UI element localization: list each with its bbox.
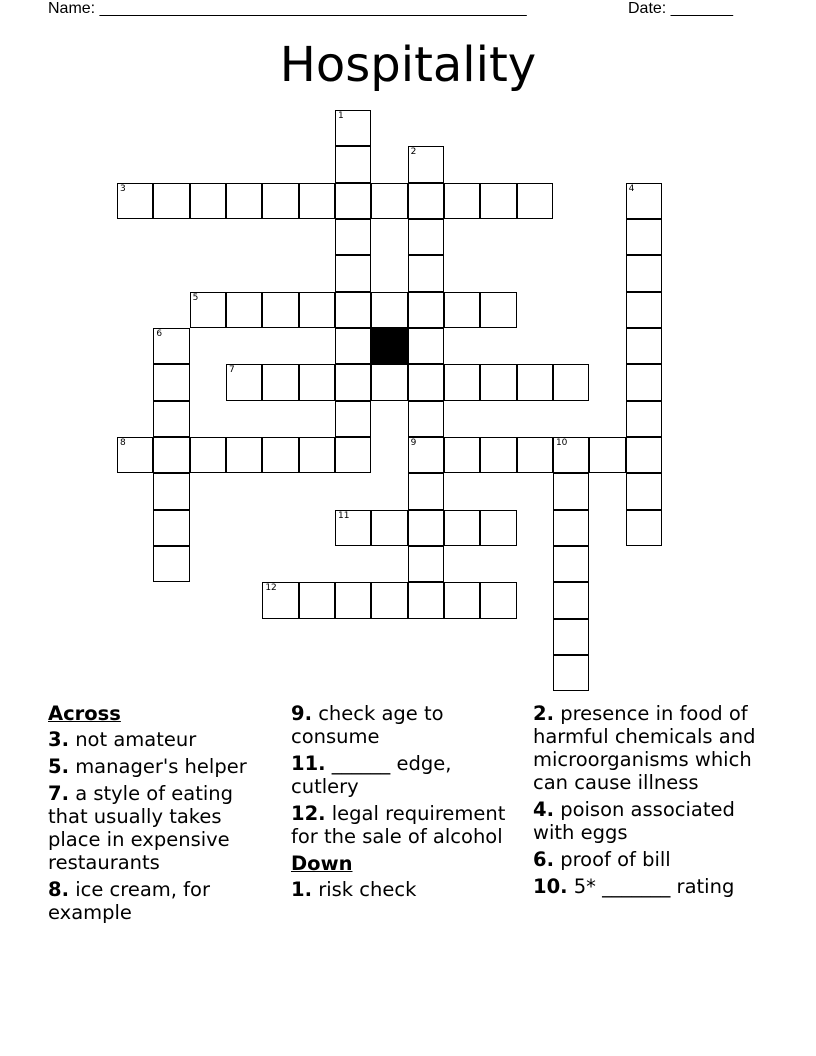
grid-cell[interactable] [553, 364, 589, 400]
grid-cell[interactable] [371, 183, 407, 219]
grid-cell[interactable] [408, 328, 444, 364]
grid-cell[interactable] [153, 437, 189, 473]
grid-cell[interactable] [444, 183, 480, 219]
grid-cell[interactable] [153, 328, 189, 364]
clue-number: 8. [48, 878, 69, 901]
grid-cell[interactable] [408, 255, 444, 291]
clues-column-1 [48, 702, 278, 928]
grid-cell[interactable] [408, 582, 444, 618]
name-field-label[interactable]: Name: ________________________________________________ [48, 0, 527, 17]
grid-cell[interactable] [517, 364, 553, 400]
clue-number: 6. [533, 848, 554, 871]
puzzle-title: Hospitality [279, 37, 537, 93]
clue-text: presence in food of harmful chemicals and microorganisms which can cause illness [533, 702, 756, 794]
clue-across-8 [48, 878, 278, 924]
cell-number: 8 [120, 437, 126, 448]
grid-cell[interactable] [371, 364, 407, 400]
grid-cell[interactable] [226, 183, 262, 219]
grid-cell[interactable] [262, 437, 298, 473]
grid-cell[interactable] [626, 328, 662, 364]
grid-cell[interactable] [190, 292, 226, 328]
cell-number: 2 [410, 147, 417, 158]
grid-cell[interactable] [153, 183, 189, 219]
grid-cell[interactable] [444, 292, 480, 328]
clue-number: 7. [48, 782, 69, 805]
grid-cell[interactable] [335, 219, 371, 255]
grid-cell[interactable] [335, 292, 371, 328]
cell-number: 4 [628, 183, 635, 194]
grid-cell[interactable] [190, 437, 226, 473]
clue-number: 11. [291, 752, 326, 775]
grid-cell[interactable] [299, 437, 335, 473]
clue-text: 5* _______ rating [573, 875, 735, 898]
grid-cell[interactable] [371, 510, 407, 546]
grid-cell[interactable] [626, 219, 662, 255]
grid-cell[interactable] [626, 510, 662, 546]
down-heading: Down [291, 852, 353, 875]
grid-cell[interactable] [408, 364, 444, 400]
grid-cell[interactable] [589, 437, 625, 473]
grid-cell[interactable] [444, 510, 480, 546]
grid-cell[interactable] [262, 364, 298, 400]
cell-number: 1 [337, 111, 344, 121]
clue-text: legal requirement for the sale of alcohol [291, 802, 506, 848]
grid-cell[interactable] [335, 183, 371, 219]
grid-cell[interactable] [335, 110, 371, 146]
grid-cell[interactable] [262, 582, 298, 618]
grid-cell[interactable] [371, 582, 407, 618]
grid-cell[interactable] [626, 473, 662, 509]
grid-cell[interactable] [444, 582, 480, 618]
grid-cell[interactable] [408, 546, 444, 582]
clue-down-1 [291, 878, 523, 901]
grid-cell[interactable] [444, 437, 480, 473]
grid-cell[interactable] [117, 437, 153, 473]
grid-cell[interactable] [299, 582, 335, 618]
clue-across-5 [48, 755, 278, 778]
clue-text: poison associated with eggs [533, 798, 735, 844]
clue-number: 10. [533, 875, 568, 898]
cell-number: 10 [555, 437, 568, 448]
grid-cell[interactable] [626, 255, 662, 291]
clue-down-2 [533, 702, 765, 794]
grid-cell[interactable] [444, 364, 480, 400]
grid-cell[interactable] [262, 292, 298, 328]
clue-across-12 [291, 802, 523, 848]
grid-cell[interactable] [553, 546, 589, 582]
grid-cell[interactable] [480, 437, 516, 473]
grid-cell[interactable] [226, 364, 262, 400]
grid-cell[interactable] [226, 292, 262, 328]
grid-cell[interactable] [335, 437, 371, 473]
clue-text: manager's helper [75, 755, 247, 778]
clue-text: ______ edge, cutlery [291, 752, 452, 798]
grid-cell[interactable] [153, 473, 189, 509]
clue-text: ice cream, for example [48, 878, 210, 924]
grid-cell[interactable] [480, 582, 516, 618]
grid-cell[interactable] [517, 183, 553, 219]
clue-number: 1. [291, 878, 312, 901]
clue-across-7 [48, 782, 278, 874]
grid-cell[interactable] [371, 292, 407, 328]
clue-text: check age to consume [291, 702, 444, 748]
grid-cell[interactable] [299, 183, 335, 219]
grid-cell[interactable] [553, 655, 589, 691]
grid-cell[interactable] [480, 183, 516, 219]
grid-cell[interactable] [480, 510, 516, 546]
clue-number: 2. [533, 702, 554, 725]
cell-number: 12 [265, 583, 277, 594]
grid-cell[interactable] [626, 183, 662, 219]
clue-text: not amateur [75, 728, 197, 751]
grid-cell[interactable] [408, 510, 444, 546]
grid-cell[interactable] [299, 364, 335, 400]
grid-cell[interactable] [299, 292, 335, 328]
header-line [48, 0, 748, 20]
grid-cell[interactable] [626, 364, 662, 400]
grid-cell[interactable] [480, 364, 516, 400]
grid-cell[interactable] [335, 364, 371, 400]
grid-cell[interactable] [408, 292, 444, 328]
grid-cell[interactable] [153, 510, 189, 546]
clue-across-11 [291, 752, 523, 798]
clue-number: 9. [291, 702, 312, 725]
clue-text: proof of bill [560, 848, 671, 871]
clue-across-3 [48, 728, 278, 751]
grid-cell[interactable] [408, 219, 444, 255]
clues-column-3 [533, 702, 765, 902]
clue-number: 12. [291, 802, 326, 825]
clue-down-4 [533, 798, 765, 844]
clue-text: a style of eating that usually takes place in expensive restaurants [48, 782, 234, 874]
grid-cell[interactable] [335, 255, 371, 291]
cell-number: 5 [192, 292, 199, 303]
grid-cell[interactable] [335, 401, 371, 437]
grid-cell[interactable] [517, 437, 553, 473]
clues-column-2 [291, 702, 523, 905]
grid-cell[interactable] [408, 183, 444, 219]
clue-number: 5. [48, 755, 69, 778]
clue-down-6 [533, 848, 765, 871]
grid-cell[interactable] [626, 292, 662, 328]
clue-number: 3. [48, 728, 69, 751]
cell-number: 3 [120, 183, 126, 194]
grid-cell[interactable] [408, 146, 444, 182]
grid-cell[interactable] [626, 437, 662, 473]
grid-cell[interactable] [190, 183, 226, 219]
grid-cell[interactable] [553, 619, 589, 655]
date-field-label[interactable]: Date: _______ [628, 0, 733, 17]
grid-cell[interactable] [408, 473, 444, 509]
clue-across-9 [291, 702, 523, 748]
grid-cell[interactable] [153, 401, 189, 437]
cell-number: 6 [156, 328, 163, 339]
grid-cell[interactable] [335, 328, 371, 364]
clue-down-10 [533, 875, 765, 898]
grid-cell[interactable] [408, 437, 444, 473]
grid-cell[interactable] [153, 546, 189, 582]
across-heading: Across [48, 702, 121, 725]
cell-number: 11 [337, 510, 350, 521]
clue-text: risk check [318, 878, 417, 901]
grid-cell[interactable] [626, 401, 662, 437]
grid-cell[interactable] [553, 473, 589, 509]
grid-cell[interactable] [553, 437, 589, 473]
grid-cell[interactable] [226, 437, 262, 473]
grid-cell[interactable] [480, 292, 516, 328]
grid-cell[interactable] [335, 146, 371, 182]
cell-number: 9 [410, 437, 417, 448]
grid-cell[interactable] [117, 183, 153, 219]
grid-cell[interactable] [553, 582, 589, 618]
grid-cell[interactable] [408, 401, 444, 437]
grid-cell[interactable] [262, 183, 298, 219]
grid-cell[interactable] [553, 510, 589, 546]
blocked-cell [371, 328, 407, 364]
grid-cell[interactable] [335, 510, 371, 546]
clue-number: 4. [533, 798, 554, 821]
cell-number: 7 [228, 365, 235, 376]
grid-cell[interactable] [153, 364, 189, 400]
grid-cell[interactable] [335, 582, 371, 618]
